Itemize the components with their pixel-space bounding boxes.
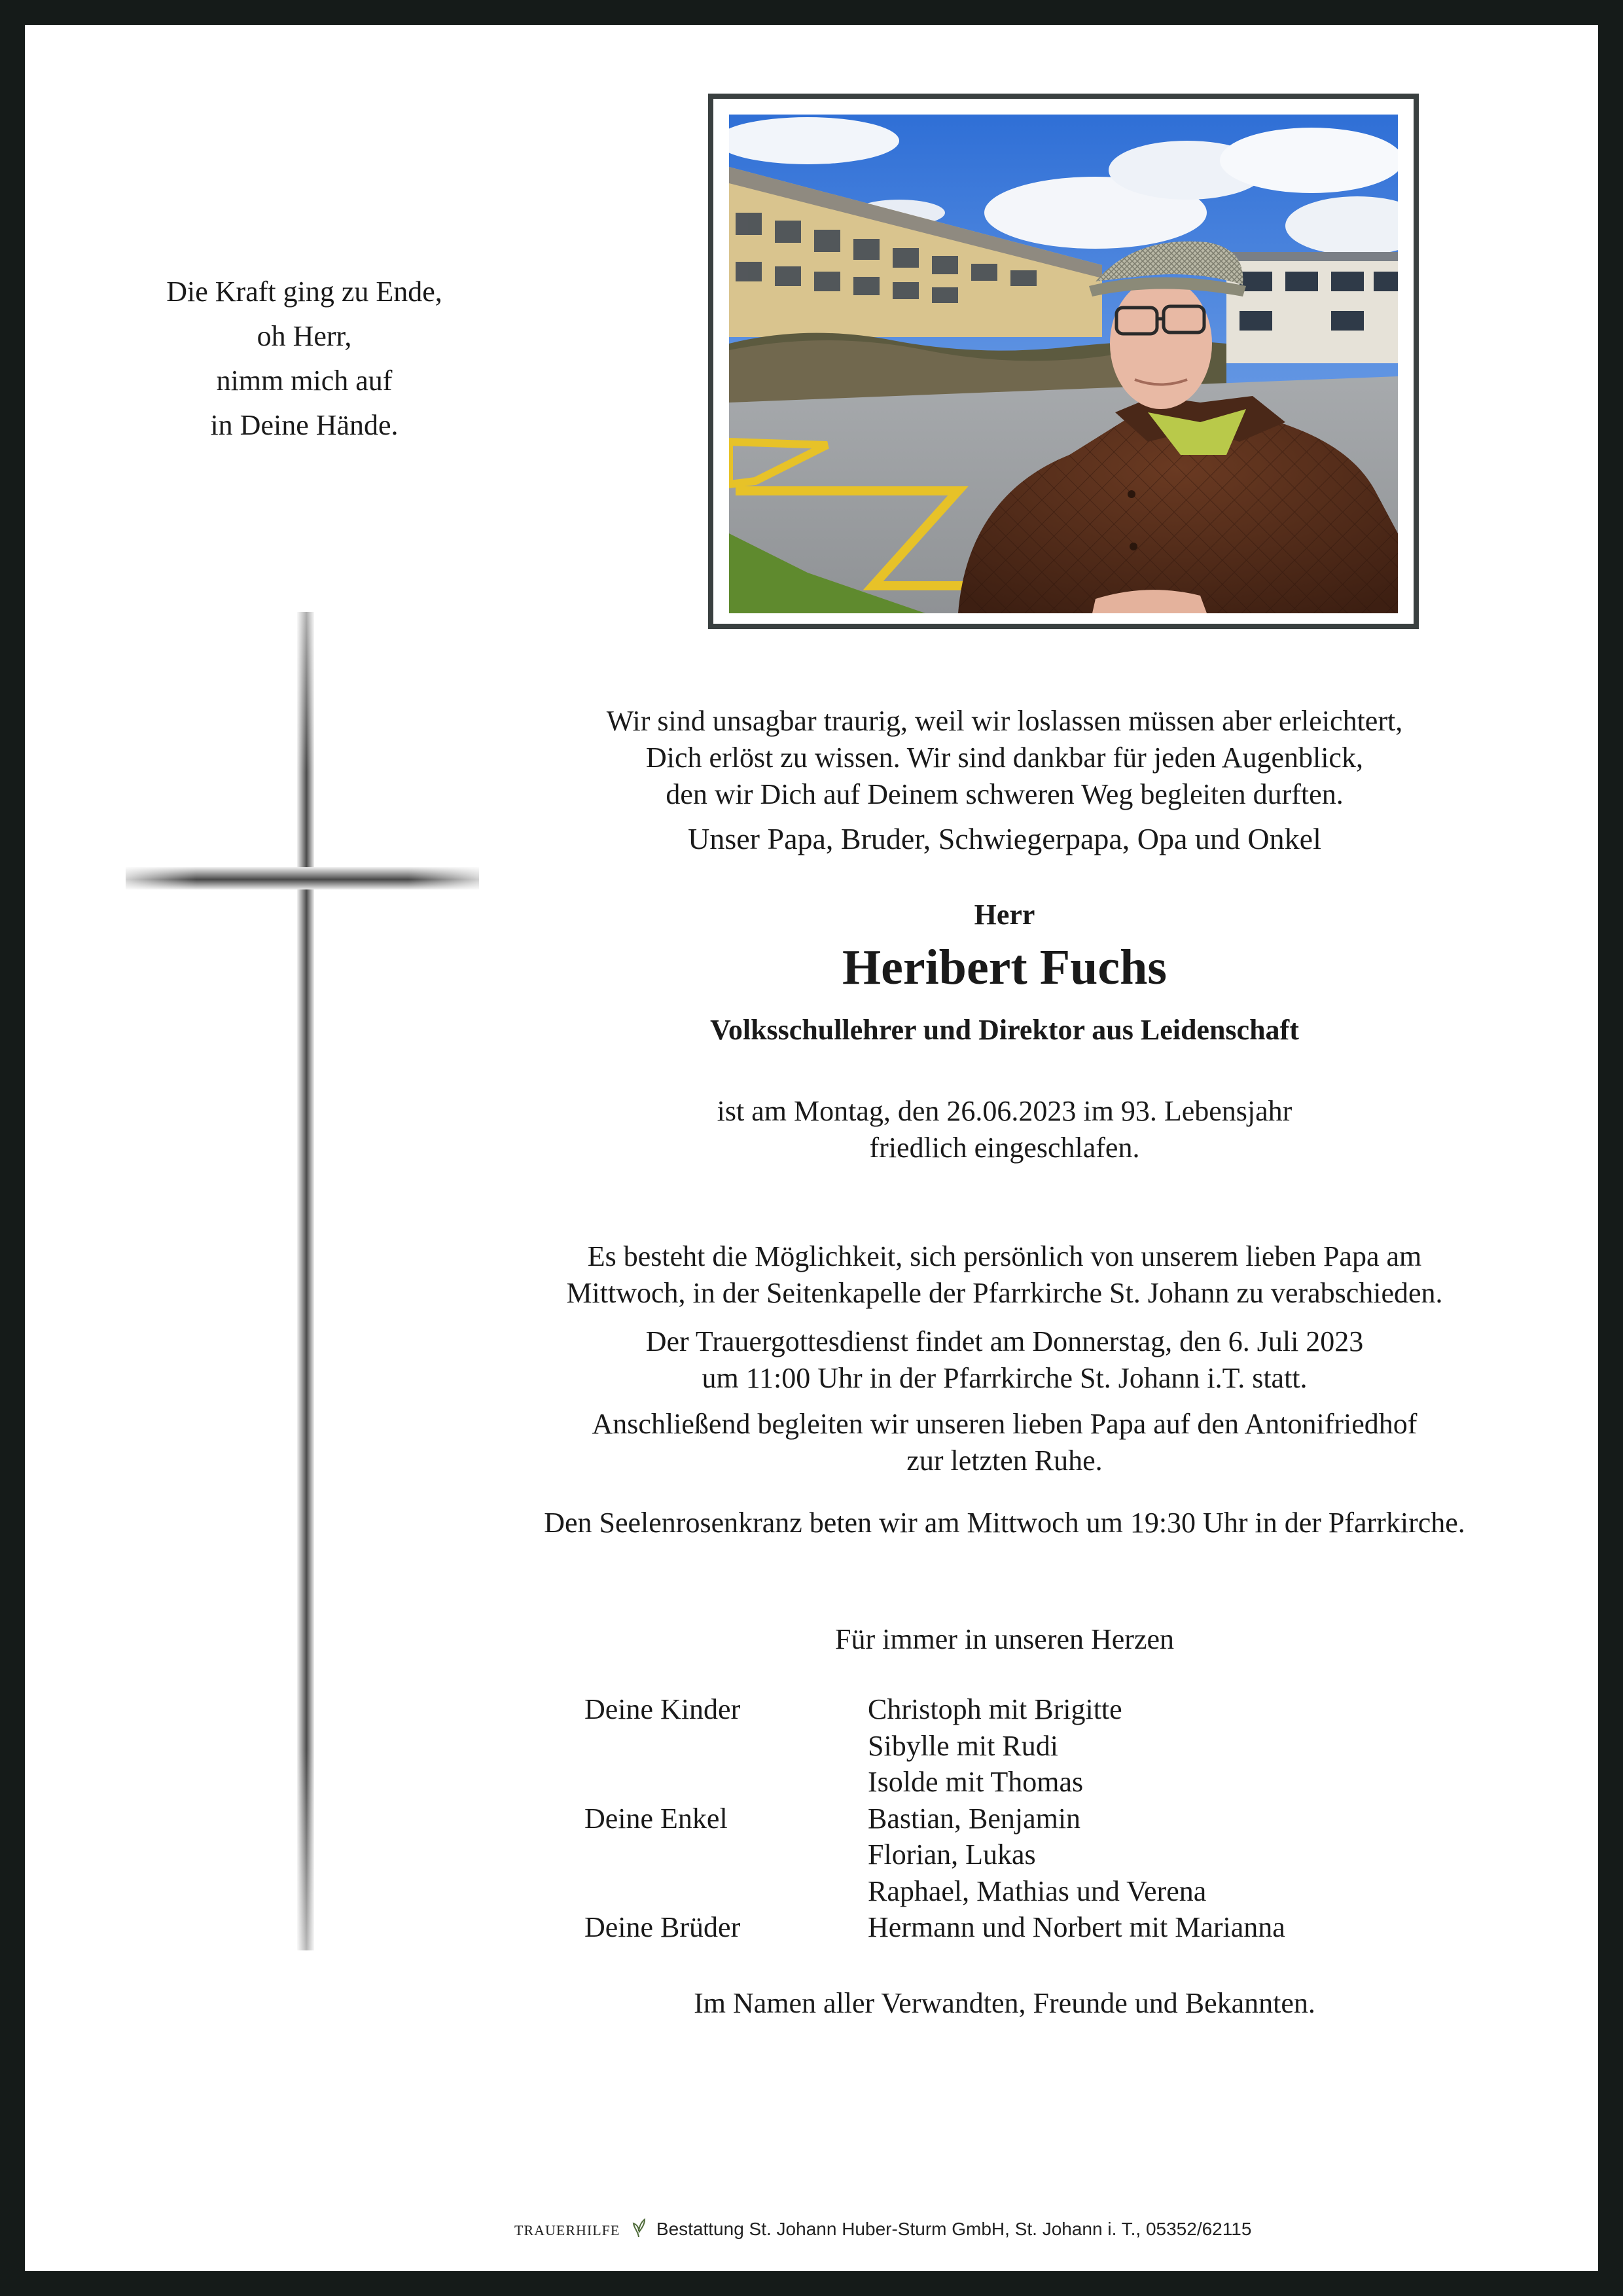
footer-company: Bestattung St. Johann Huber-Sturm GmbH, St. Johann i. T., 05352/62115 xyxy=(656,2219,1252,2239)
footer xyxy=(514,2217,1300,2242)
motto-line: oh Herr, xyxy=(257,320,352,352)
burial-notice xyxy=(458,1406,1551,1479)
motto-line: in Deine Hände. xyxy=(210,409,399,441)
intro-text xyxy=(458,703,1551,857)
family-members: Bastian, Benjamin xyxy=(868,1802,1081,1835)
deceased-name: Heribert Fuchs xyxy=(842,940,1167,995)
service-line: Der Trauergottesdienst findet am Donnerstag, den 6. Juli 2023 xyxy=(645,1325,1364,1357)
farewell-line: Mittwoch, in der Seitenkapelle der Pfarrkirche St. Johann zu verabschieden. xyxy=(566,1277,1443,1309)
burial-line: zur letzten Ruhe. xyxy=(906,1444,1103,1477)
leaf-logo-icon xyxy=(632,2218,646,2238)
motto-line: Die Kraft ging zu Ende, xyxy=(166,276,442,308)
rosary-notice: Den Seelenrosenkranz beten wir am Mittwoch um 19:30 Uhr in der Pfarrkirche. xyxy=(544,1507,1465,1539)
family-relation: Deine Enkel xyxy=(584,1802,728,1835)
salutation: Herr xyxy=(974,899,1035,931)
portrait-photo xyxy=(729,115,1398,613)
intro-line: Unser Papa, Bruder, Schwiegerpapa, Opa und Onkel xyxy=(688,822,1321,855)
intro-line: Wir sind unsagbar traurig, weil wir loslassen müssen aber erleichtert, xyxy=(606,705,1403,737)
deceased-profession: Volksschullehrer und Direktor aus Leidenschaft xyxy=(710,1014,1299,1046)
footer-brand: TRAUERHILFE xyxy=(514,2222,620,2238)
death-notice-line: ist am Montag, den 26.06.2023 im 93. Lebensjahr xyxy=(717,1095,1293,1127)
family-members: Isolde mit Thomas xyxy=(868,1766,1084,1798)
funeral-service-notice xyxy=(458,1323,1551,1397)
death-notice xyxy=(458,1093,1551,1166)
family-members: Raphael, Mathias und Verena xyxy=(868,1874,1207,1907)
motto-line: nimm mich auf xyxy=(216,365,393,397)
family-relation: Deine Brüder xyxy=(584,1911,741,1943)
burial-line: Anschließend begleiten wir unseren lieben Papa auf den Antonifriedhof xyxy=(592,1408,1418,1440)
family-members: Florian, Lukas xyxy=(868,1839,1036,1871)
family-members: Christoph mit Brigitte xyxy=(868,1693,1122,1725)
intro-line: den wir Dich auf Deinem schweren Weg begleiten durften. xyxy=(666,778,1344,810)
service-line: um 11:00 Uhr in der Pfarrkirche St. Johann i.T. statt. xyxy=(702,1362,1308,1394)
intro-line: Dich erlöst zu wissen. Wir sind dankbar für jeden Augenblick, xyxy=(646,742,1363,774)
family-members: Sibylle mit Rudi xyxy=(868,1729,1058,1762)
family-members: Hermann und Norbert mit Marianna xyxy=(868,1911,1285,1943)
forever-line: Für immer in unseren Herzen xyxy=(834,1623,1175,1655)
closing-line: Im Namen aller Verwandten, Freunde und Bekannten. xyxy=(694,1987,1315,2019)
cross-icon xyxy=(126,612,479,1950)
farewell-line: Es besteht die Möglichkeit, sich persönlich von unserem lieben Papa am xyxy=(587,1240,1422,1272)
death-notice-line: friedlich eingeschlafen. xyxy=(869,1132,1140,1164)
motto-verse xyxy=(98,270,510,448)
farewell-notice xyxy=(458,1238,1551,1312)
portrait-photo-frame xyxy=(708,94,1419,629)
family-relation: Deine Kinder xyxy=(584,1693,741,1725)
